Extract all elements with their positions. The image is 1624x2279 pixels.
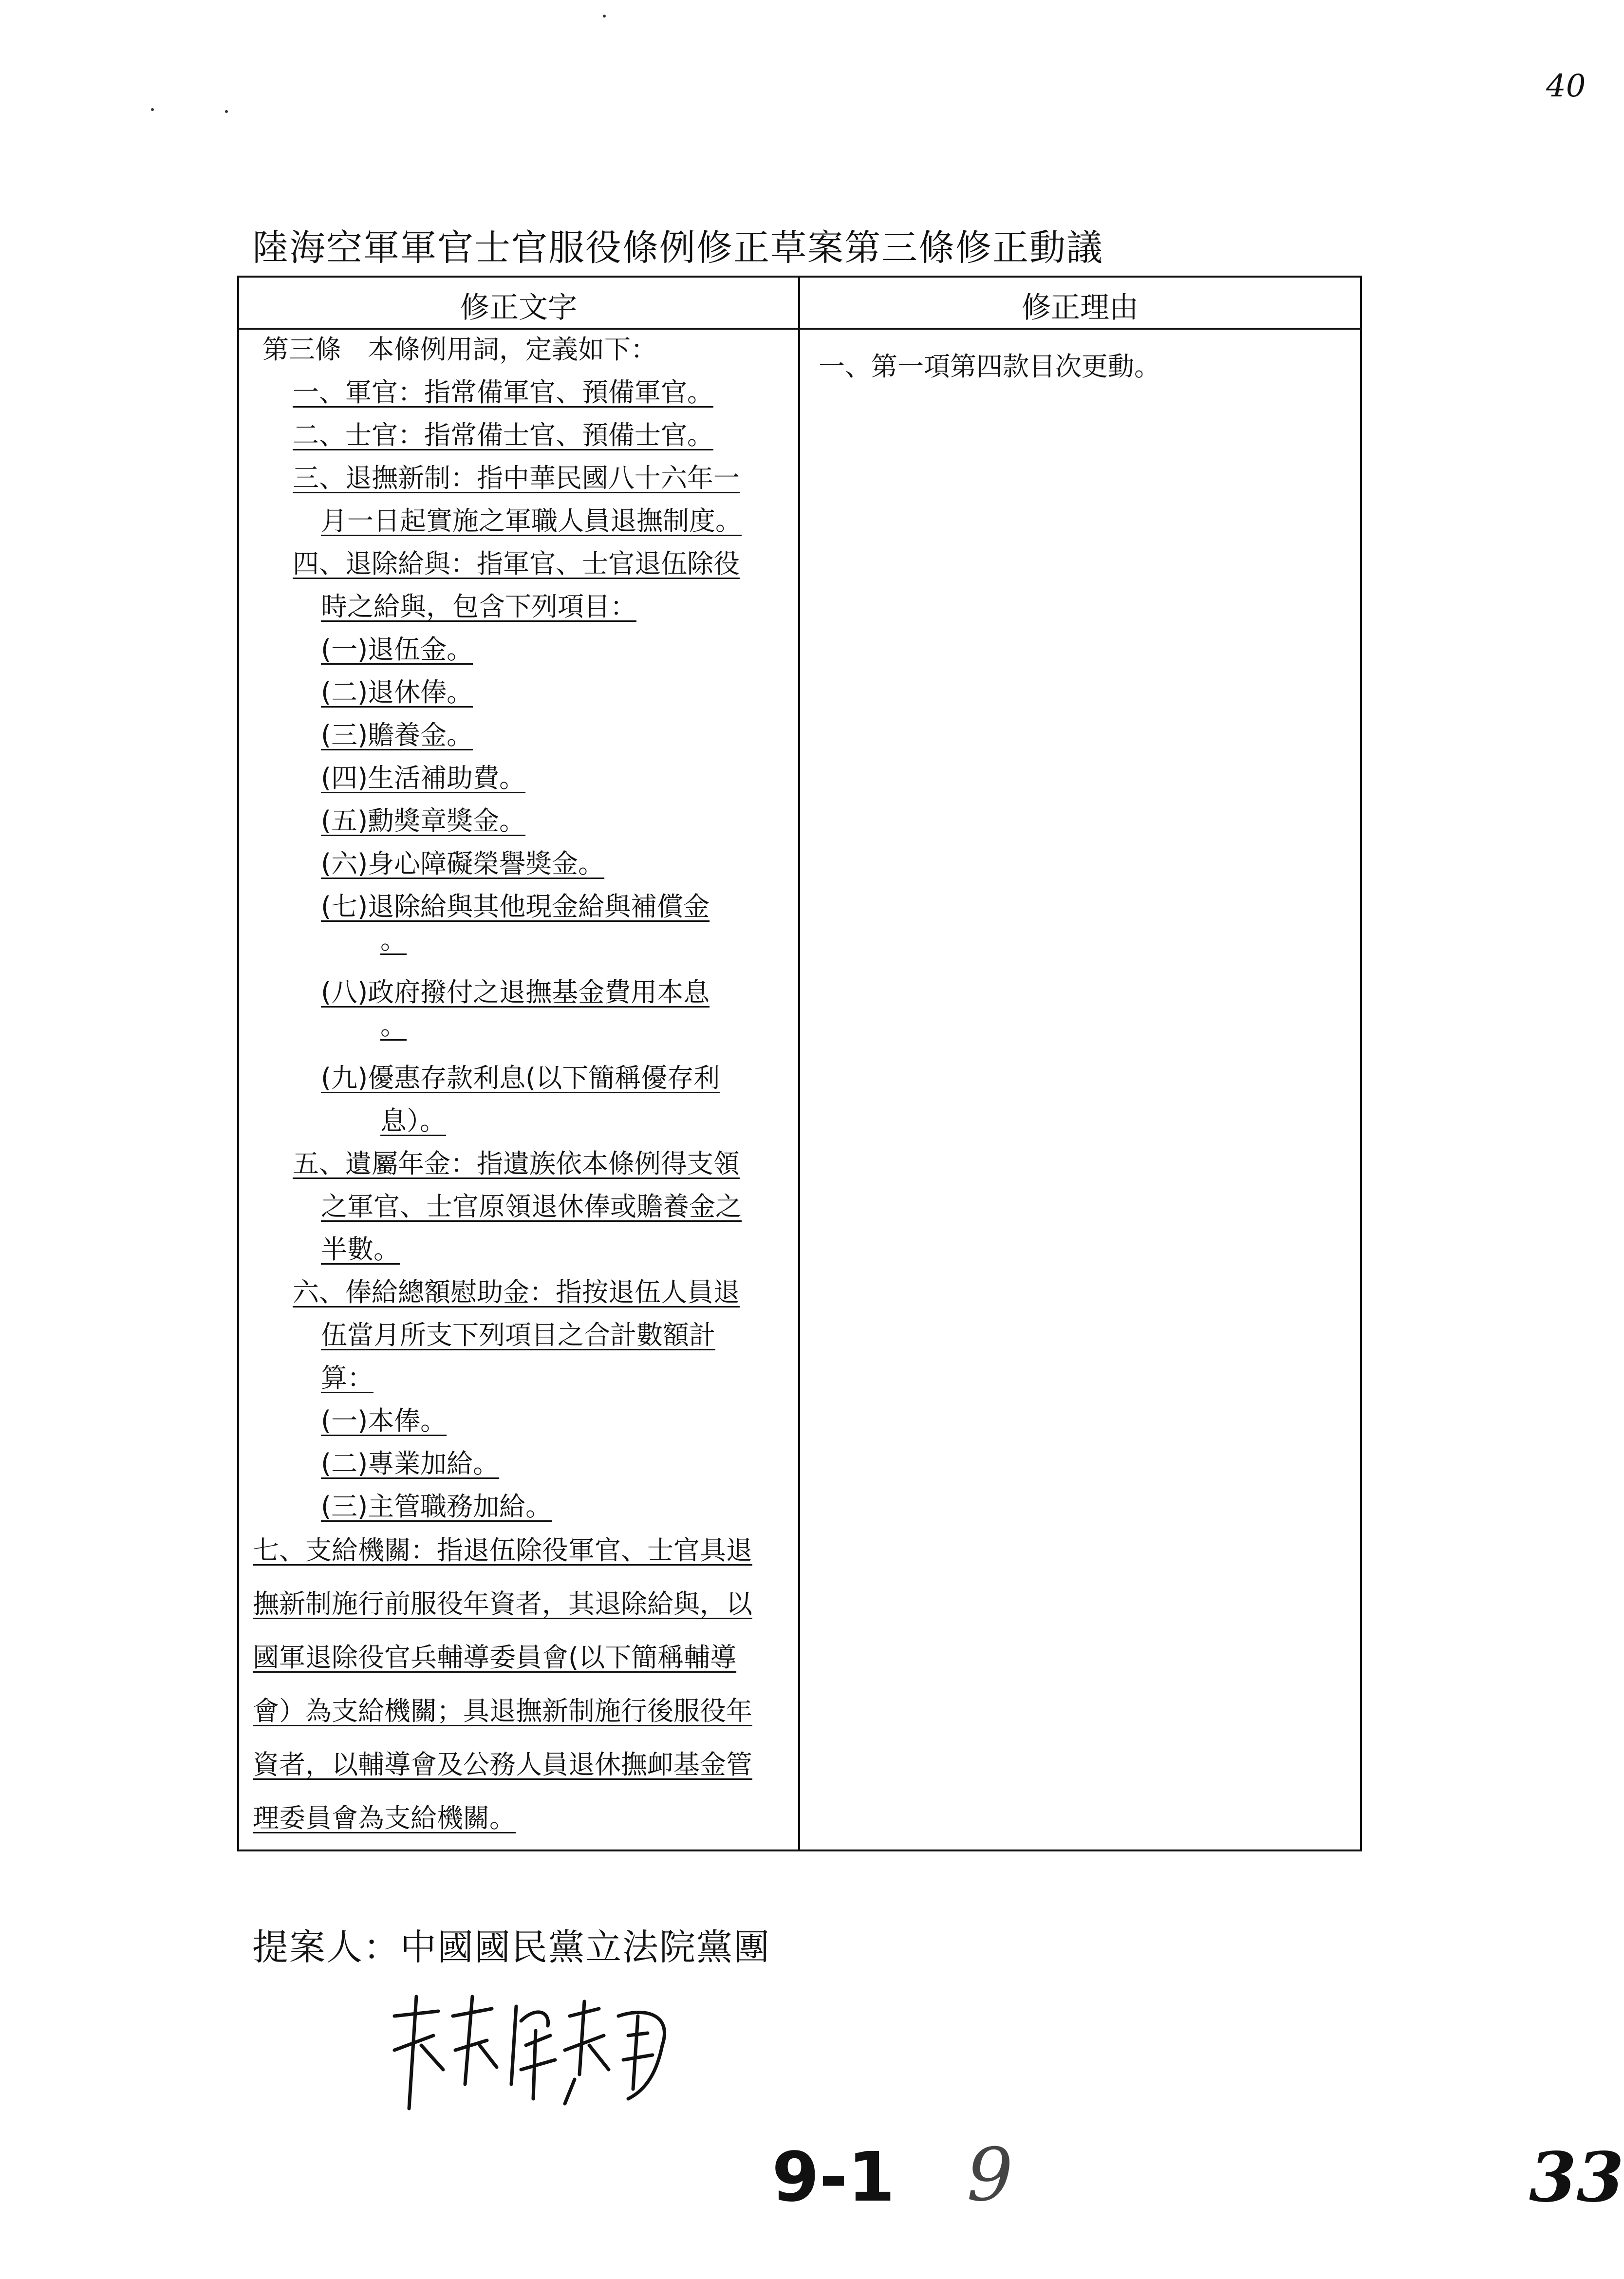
article-line: 六、俸給總額慰助金：指按退伍人員退	[293, 1277, 740, 1308]
amendment-reason: 一、第一項第四款目次更動。	[819, 351, 1160, 382]
article-line: 伍當月所支下列項目之合計數額計	[321, 1320, 715, 1350]
article-line: 。	[380, 1010, 407, 1041]
article-line: 息）。	[380, 1105, 446, 1136]
scan-speck	[225, 110, 228, 113]
header-reason: 修正理由	[1022, 291, 1139, 325]
scan-speck	[151, 108, 154, 111]
document-title: 陸海空軍軍官士官服役條例修正草案第三條修正動議	[252, 227, 1103, 269]
article-line: 月一日起實施之軍職人員退撫制度。	[321, 505, 742, 536]
handwritten-page-number: 40	[1546, 68, 1586, 104]
column-divider	[798, 278, 800, 1849]
article-line: 半數。	[321, 1234, 400, 1265]
article-line: 二、士官：指常備士官、預備士官。	[293, 420, 713, 450]
article-line: 資者，以輔導會及公務人員退休撫卹基金管	[253, 1749, 752, 1780]
amendment-table	[237, 276, 1362, 1851]
article-line: 。	[380, 924, 407, 955]
proposer-line: 提案人：中國國民黨立法院黨團	[252, 1926, 770, 1968]
article-line: (七)退除給與其他現金給與補償金	[321, 891, 710, 922]
article-line: (一)退伍金。	[321, 634, 473, 665]
handwritten-item-number: 9-1	[772, 2138, 895, 2217]
article-line: 三、退撫新制：指中華民國八十六年一	[293, 463, 740, 493]
article-line: (六)身心障礙榮譽獎金。	[321, 848, 605, 879]
article-line: 七、支給機關：指退伍除役軍官、士官具退	[253, 1535, 752, 1566]
article-line: (二)退休俸。	[321, 677, 473, 708]
handwritten-nine: 9	[967, 2133, 1013, 2218]
article-line: 撫新制施行前服役年資者，其退除給與，以	[253, 1588, 752, 1619]
article-line: 會）為支給機關；具退撫新制施行後服役年	[253, 1696, 752, 1726]
article-line: 五、遺屬年金：指遺族依本條例得支領	[293, 1148, 740, 1179]
article-line: 第三條 本條例用詞，定義如下：	[262, 334, 657, 365]
article-line: (八)政府撥付之退撫基金費用本息	[321, 977, 710, 1008]
article-line: 算：	[321, 1363, 373, 1393]
article-line: (三)主管職務加給。	[321, 1491, 552, 1522]
article-line: 之軍官、士官原領退休俸或贍養金之	[321, 1191, 742, 1222]
article-line: (九)優惠存款利息(以下簡稱優存利	[321, 1063, 720, 1093]
article-line: 國軍退除役官兵輔導委員會(以下簡稱輔導	[253, 1642, 737, 1673]
article-line: 一、軍官：指常備軍官、預備軍官。	[293, 377, 713, 408]
article-line: 時之給與，包含下列項目：	[321, 591, 636, 622]
article-line: (五)勳獎章獎金。	[321, 805, 526, 836]
handwritten-page-mark: 33	[1529, 2138, 1624, 2218]
scan-speck	[603, 15, 606, 18]
handwritten-signature	[375, 1987, 687, 2113]
article-line: (四)生活補助費。	[321, 763, 526, 793]
article-line: 理委員會為支給機關。	[253, 1803, 516, 1833]
header-amended-text: 修正文字	[460, 291, 577, 325]
article-line: 四、退除給與：指軍官、士官退伍除役	[293, 548, 740, 579]
article-line: (一)本俸。	[321, 1405, 447, 1436]
article-line: (三)贍養金。	[321, 720, 473, 750]
article-line: (二)專業加給。	[321, 1448, 500, 1479]
